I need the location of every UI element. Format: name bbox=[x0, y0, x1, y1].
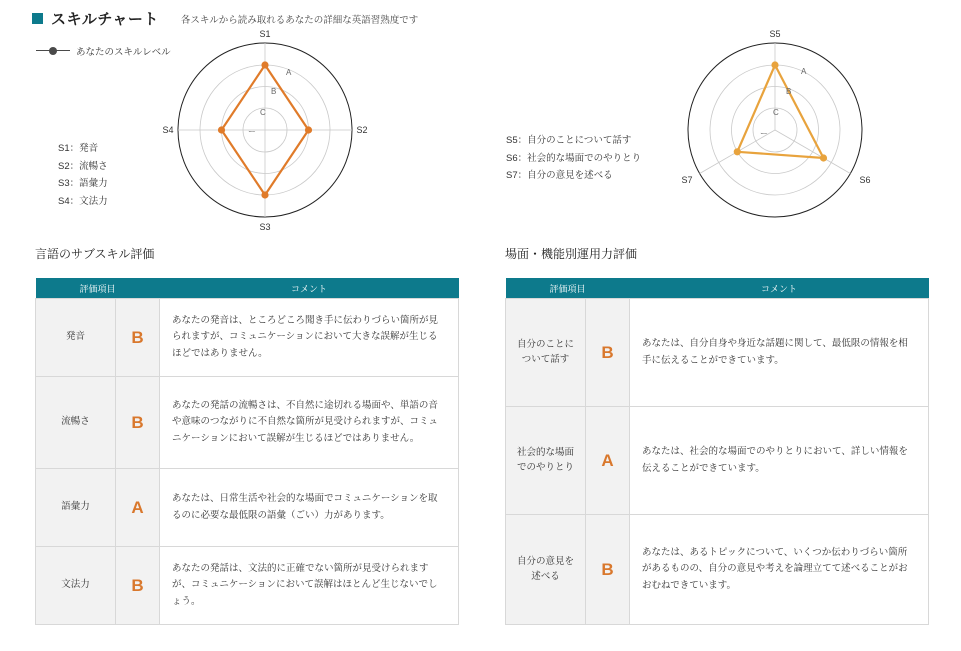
radar-right-svg bbox=[660, 28, 890, 233]
column-header-comment: コメント bbox=[160, 278, 459, 299]
row-item-line1: 社会的な場面 bbox=[516, 447, 574, 459]
row-grade: B bbox=[116, 299, 160, 377]
axis-legend-left bbox=[58, 140, 108, 210]
row-grade: B bbox=[116, 547, 160, 625]
legend-label: あなたのスキルレベル bbox=[76, 47, 171, 58]
row-grade: B bbox=[586, 515, 630, 625]
row-item-line2: でのやりとり bbox=[516, 461, 574, 473]
svg-text:S4: S4 bbox=[162, 125, 174, 135]
svg-text:S3: S3 bbox=[259, 222, 271, 232]
row-comment: あなたの発話の流暢さは、不自然に途切れる場面や、単語の音や意味のつながりに不自然な箇所が見受けられますが、コミュニケーションにおいて誤解が生じるほどではありません。 bbox=[160, 377, 459, 469]
row-item: 語彙力 bbox=[36, 469, 116, 547]
page-subtitle: 各スキルから読み取れるあなたの詳細な英語習熟度です bbox=[180, 14, 419, 26]
row-grade: B bbox=[116, 377, 160, 469]
svg-text:S2: S2 bbox=[356, 125, 368, 135]
row-comment: あなたは、あるトピックについて、いくつか伝わりづらい箇所があるものの、自分の意見や考えを論理立てて述べることがおおむねできています。 bbox=[630, 515, 929, 625]
table-row bbox=[36, 547, 459, 625]
svg-text:A: A bbox=[801, 67, 807, 76]
row-item: 文法力 bbox=[36, 547, 116, 625]
row-comment: あなたの発話は、文法的に正確でない箇所が見受けられますが、コミュニケーションにおいて誤解はほとんど生じないでしょう。 bbox=[160, 547, 459, 625]
legend-dot-icon bbox=[49, 47, 57, 55]
table-row bbox=[36, 377, 459, 469]
header-square-icon bbox=[32, 13, 43, 24]
section-title-left: 言語のサブスキル評価 bbox=[35, 247, 155, 261]
axis-legend-line: S1：発音 bbox=[58, 143, 99, 154]
row-grade: A bbox=[586, 407, 630, 515]
svg-text:C: C bbox=[773, 108, 779, 117]
column-header-comment: コメント bbox=[630, 278, 929, 299]
svg-text:S5: S5 bbox=[769, 29, 781, 39]
axis-legend-line: S5：自分のことについて話す bbox=[506, 135, 632, 146]
table-row bbox=[506, 515, 929, 625]
row-comment: あなたの発音は、ところどころ聞き手に伝わりづらい箇所が見られますが、コミュニケーションにおいて大きな誤解が生じるほどではありません。 bbox=[160, 299, 459, 377]
svg-text:S7: S7 bbox=[681, 175, 693, 185]
axis-legend-line: S7：自分の意見を述べる bbox=[506, 170, 613, 182]
row-item-line2: 述べる bbox=[531, 570, 560, 582]
sub-skill-table bbox=[35, 278, 459, 625]
table-row bbox=[506, 407, 929, 515]
functional-skill-table bbox=[505, 278, 929, 625]
radar-chart-left bbox=[150, 28, 380, 238]
axis-legend-line: S4：文法力 bbox=[58, 195, 108, 207]
table-row bbox=[506, 299, 929, 407]
table-header-row bbox=[506, 278, 929, 299]
axis-legend-line: S2：流暢さ bbox=[58, 160, 108, 172]
page-header bbox=[32, 8, 418, 29]
svg-text:A: A bbox=[286, 68, 292, 77]
row-comment: あなたは、日常生活や社会的な場面でコミュニケーションを取るのに必要な最低限の語彙（ごい）力があります。 bbox=[160, 469, 459, 547]
radar-left-svg bbox=[150, 28, 380, 233]
row-item bbox=[506, 515, 586, 625]
column-header-item: 評価項目 bbox=[506, 278, 630, 299]
svg-text:C: C bbox=[260, 108, 266, 117]
row-comment: あなたは、自分自身や身近な話題に関して、最低限の情報を相手に伝えることができています。 bbox=[630, 299, 929, 407]
svg-text:B: B bbox=[786, 87, 792, 96]
radar-chart-right bbox=[660, 28, 890, 238]
row-grade: B bbox=[586, 299, 630, 407]
row-item-line1: 自分のことに bbox=[516, 339, 574, 351]
axis-legend-right bbox=[506, 132, 641, 185]
axis-legend-line: S3：語彙力 bbox=[58, 178, 108, 190]
legend-marker-icon bbox=[36, 46, 70, 56]
table-header-row bbox=[36, 278, 459, 299]
row-item-line1: 自分の意見を bbox=[516, 556, 574, 568]
table-row bbox=[36, 299, 459, 377]
column-header-item: 評価項目 bbox=[36, 278, 160, 299]
section-title-right: 場面・機能別運用力評価 bbox=[505, 247, 638, 261]
svg-text:ー: ー bbox=[760, 129, 768, 138]
row-comment: あなたは、社会的な場面でのやりとりにおいて、詳しい情報を伝えることができています。 bbox=[630, 407, 929, 515]
row-item: 流暢さ bbox=[36, 377, 116, 469]
svg-text:S6: S6 bbox=[859, 175, 871, 185]
svg-text:S1: S1 bbox=[259, 29, 271, 39]
row-item bbox=[506, 407, 586, 515]
table-row bbox=[36, 469, 459, 547]
row-grade: A bbox=[116, 469, 160, 547]
svg-text:B: B bbox=[271, 87, 277, 96]
page-title: スキルチャート bbox=[51, 11, 159, 28]
row-item: 発音 bbox=[36, 299, 116, 377]
row-item bbox=[506, 299, 586, 407]
svg-text:ー: ー bbox=[248, 127, 256, 136]
row-item-line2: ついて話す bbox=[521, 353, 570, 365]
axis-legend-line: S6：社会的な場面でのやりとり bbox=[506, 152, 642, 164]
